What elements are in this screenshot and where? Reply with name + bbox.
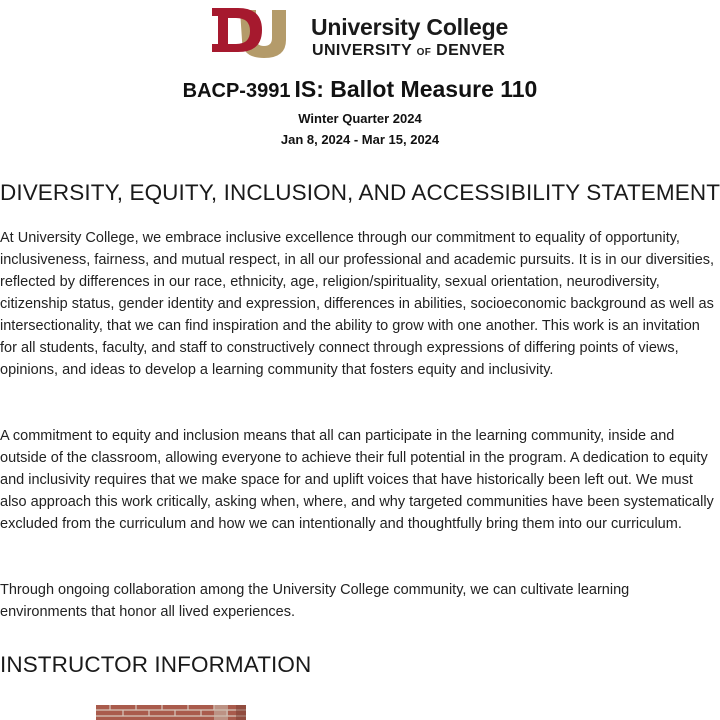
dei-heading: DIVERSITY, EQUITY, INCLUSION, AND ACCESSIBILITY STATEMENT — [0, 180, 720, 205]
instructor-photo — [96, 705, 246, 720]
du-logo-icon — [210, 6, 288, 60]
course-code: BACP-3991 — [182, 80, 291, 102]
university-college-logo — [210, 6, 510, 60]
logo-subtitle-of: OF — [416, 47, 432, 58]
logo-subtitle-university: UNIVERSITY — [312, 42, 412, 59]
logo-subtitle — [312, 42, 505, 60]
logo-title: University College — [311, 14, 509, 40]
dei-paragraph-2: A commitment to equity and inclusion means that all can participate in the learning community, inside and outside of the classroom, allowing everyone to achieve their full potential in the program. A dedication to equity and inclusivity requires that we make space for and uplift voices that have historically been left out. We must also approach this work critically, asking when, where, and why targeted communities have been systematically excluded from the curriculum and how we can intentionally and thoughtfully bring them into our curriculum. — [0, 428, 714, 532]
course-title — [0, 76, 720, 103]
dei-paragraph-1: At University College, we embrace inclusive excellence through our commitment to equality of opportunity, inclusiveness, fairness, and mutual respect, in all our professional and academic pursuits. It is in our diversities, reflected by differences in our race, ethnicity, age, religion/spirituality, sexual orientation, neurodiversity, citizenship status, gender identity and expression, differences in abilities, socioeconomic background as well as intersectionality, that we can find inspiration and the ability to grow with one another. This work is an invitation for all students, faculty, and staff to constructively connect through expressions of differing points of views, opinions, and ideas to develop a learning community that fosters equity and inclusivity. — [0, 230, 715, 378]
instructor-heading: INSTRUCTOR INFORMATION — [0, 652, 312, 677]
course-name: IS: Ballot Measure 110 — [294, 76, 538, 102]
dei-paragraph-3: Through ongoing collaboration among the University College community, we can cultivate learning environments that honor all lived experiences. — [0, 582, 630, 620]
logo-subtitle-denver: DENVER — [436, 42, 506, 59]
course-dates: Jan 8, 2024 - Mar 15, 2024 — [280, 132, 440, 147]
brick-wall-photo-icon — [96, 705, 246, 720]
course-term: Winter Quarter 2024 — [298, 111, 422, 126]
